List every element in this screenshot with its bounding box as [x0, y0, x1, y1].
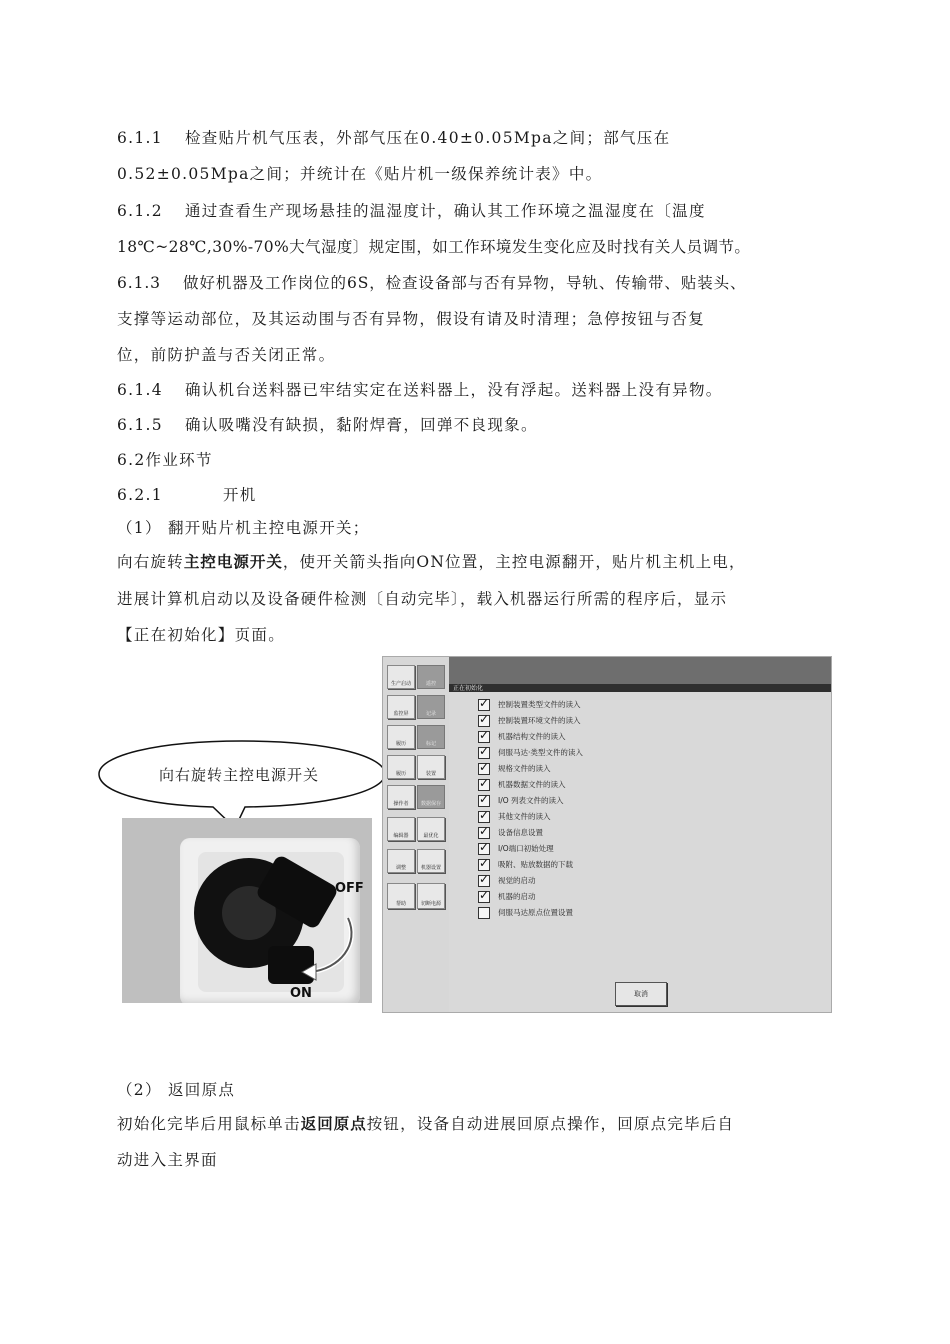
para-6-1-1-line1: 6.1.1 检查贴片机气压表，外部气压在0.40±0.05Mpa之间；部气压在 — [117, 129, 671, 147]
checkbox-checked-icon — [478, 811, 490, 823]
step-2-heading: （2） 返回原点 — [117, 1081, 236, 1099]
sidebar-btn-log[interactable]: 履历 — [387, 755, 415, 779]
step-1-desc-line2: 进展计算机启动以及设备硬件检测〔自动完毕〕，载入机器运行所需的程序后，显示 — [117, 590, 728, 608]
callout-text: 向右旋转主控电源开关 — [158, 766, 319, 784]
checkbox-checked-icon — [478, 731, 490, 743]
sidebar-btn-editor[interactable]: 编辑器 — [387, 817, 415, 841]
checklist-item: ✓ 控制装置类型文件的读入 — [478, 698, 581, 711]
checkbox-checked-icon — [478, 747, 490, 759]
checklist-item: ✓ 视觉的启动 — [478, 874, 536, 887]
section-6-2-1-heading: 6.2.1 开机 — [117, 486, 257, 504]
power-switch-photo — [122, 818, 372, 1003]
para-6-1-1-line2: 0.52±0.05Mpa之间；并统计在《贴片机一级保养统计表》中。 — [117, 165, 603, 183]
sidebar-btn-optimize[interactable]: 最优化 — [417, 817, 445, 841]
para-6-1-5: 6.1.5 确认吸嘴没有缺损，黏附焊膏，回弹不良现象。 — [117, 416, 538, 434]
checklist-item: ✓ 机器数据文件的读入 — [478, 778, 566, 791]
checklist-item: ✓ 吸附、贴放数据的下载 — [478, 858, 573, 871]
checklist-item: ✓ 伺服马达·类型文件的读入 — [478, 746, 583, 759]
para-6-1-2-line1: 6.1.2 通过查看生产现场悬挂的温湿度计，确认其工作环境之温湿度在〔温度 — [117, 202, 706, 220]
sidebar-btn-history[interactable]: 履历 — [387, 725, 415, 749]
checkbox-empty-icon — [478, 907, 490, 919]
checkbox-checked-icon — [478, 699, 490, 711]
sidebar-btn-data-save[interactable]: 数据保存 — [417, 785, 445, 809]
off-label: OFF — [335, 881, 364, 896]
checkbox-checked-icon — [478, 795, 490, 807]
checklist-item: ✓ 机器的启动 — [478, 890, 536, 903]
sidebar-btn-device[interactable]: 装置 — [417, 755, 445, 779]
step-2-desc-line1: 初始化完毕后用鼠标单击返回原点按钮，设备自动进展回原点操作，回原点完毕后自 — [117, 1115, 735, 1133]
sidebar-btn-production[interactable]: 生产启动 — [387, 665, 415, 689]
checkbox-checked-icon — [478, 875, 490, 887]
checklist-item: 伺服马达原点位置设置 — [478, 906, 573, 919]
checklist-item: ✓ 设备信息设置 — [478, 826, 543, 839]
checkbox-checked-icon — [478, 827, 490, 839]
para-6-1-4: 6.1.4 确认机台送料器已牢结实定在送料器上，没有浮起。送料器上没有异物。 — [117, 381, 723, 399]
checkbox-checked-icon — [478, 843, 490, 855]
checklist-item: ✓ I/O 列表文件的读入 — [478, 794, 564, 807]
sidebar-btn-mark[interactable]: 标记 — [417, 725, 445, 749]
sidebar-btn-adjust[interactable]: 调整 — [387, 849, 415, 873]
sidebar-btn-record[interactable]: 记录 — [417, 695, 445, 719]
sidebar-btn-remote[interactable]: 遥控 — [417, 665, 445, 689]
checklist-item: ✓ 其他文件的读入 — [478, 810, 551, 823]
checklist-item: ✓ 规格文件的读入 — [478, 762, 551, 775]
checklist-item: ✓ 控制装置环境文件的读入 — [478, 714, 581, 727]
step-2-desc-line2: 动进入主界面 — [117, 1151, 218, 1169]
step-1-desc-line1: 向右旋转主控电源开关，使开关箭头指向ON位置，主控电源翻开，贴片机主机上电， — [117, 553, 746, 571]
checklist-item: ✓ I/O端口初始处理 — [478, 842, 554, 855]
initializing-screen — [382, 656, 832, 1013]
rotate-arrow-icon — [300, 914, 360, 984]
para-6-1-2-line2: 18℃~28℃,30%-70%大气湿度〕规定围，如工作环境发生变化应及时找有关人员调节。 — [117, 238, 751, 256]
sidebar-btn-operator[interactable]: 操作者 — [387, 785, 415, 809]
on-label: ON — [290, 986, 312, 1001]
checklist-item: ✓ 机器结构文件的读入 — [478, 730, 566, 743]
checkbox-checked-icon — [478, 779, 490, 791]
sidebar-btn-power-off[interactable]: 切断电源 — [417, 883, 445, 909]
section-6-2-heading: 6.2作业环节 — [117, 451, 213, 469]
checkbox-checked-icon — [478, 715, 490, 727]
step-1-desc-line3: 【正在初始化】页面。 — [117, 626, 286, 644]
checkbox-checked-icon — [478, 859, 490, 871]
step-1-heading: （1） 翻开贴片机主控电源开关； — [117, 519, 370, 537]
sidebar-btn-machine-settings[interactable]: 机器设置 — [417, 849, 445, 873]
checkbox-checked-icon — [478, 891, 490, 903]
para-6-1-3-line1: 6.1.3 做好机器及工作岗位的6S，检查设备部与否有异物，导轨、传输带、贴装头、 — [117, 274, 747, 292]
sidebar-btn-monitor[interactable]: 监控屏 — [387, 695, 415, 719]
sidebar-btn-help[interactable]: 帮助 — [387, 883, 415, 909]
screen-title: 正在初始化 — [453, 685, 484, 692]
cancel-button[interactable]: 取消 — [615, 982, 667, 1006]
checkbox-checked-icon — [478, 763, 490, 775]
para-6-1-3-line3: 位，前防护盖与否关闭正常。 — [117, 346, 336, 364]
para-6-1-3-line2: 支撑等运动部位，及其运动围与否有异物，假设有请及时清理；急停按钮与否复 — [117, 310, 706, 328]
